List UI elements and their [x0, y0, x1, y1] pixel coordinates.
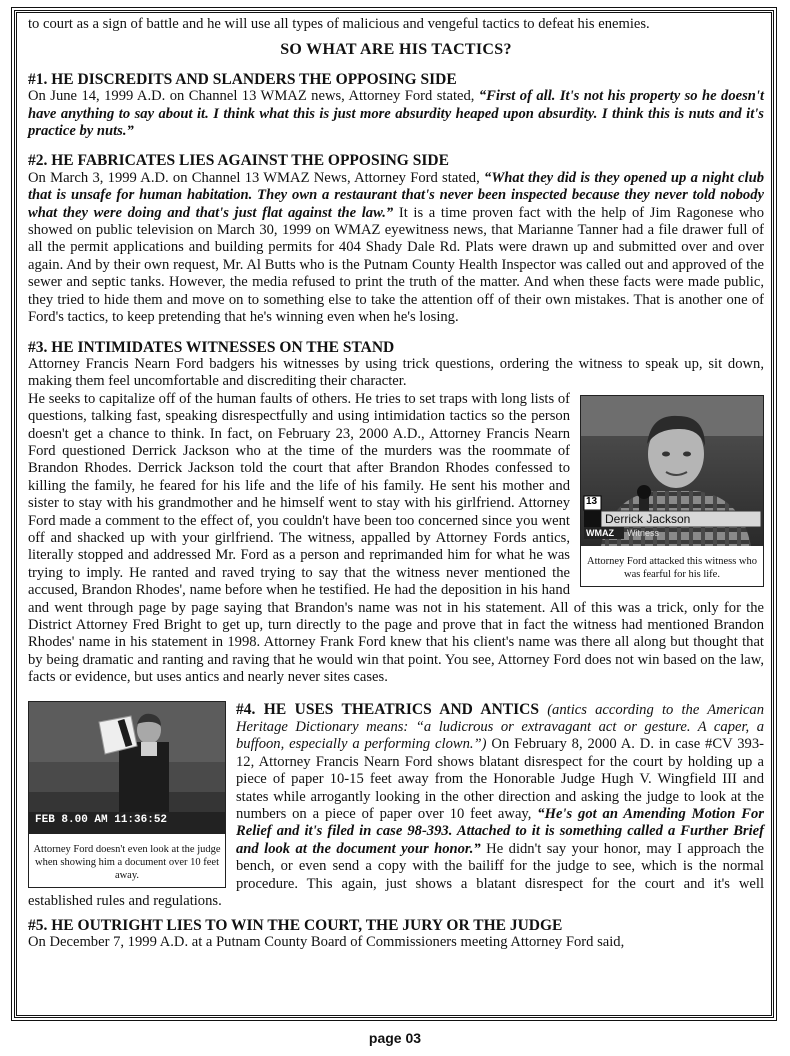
courtroom-photo [29, 702, 225, 839]
station-logo: WMAZ [586, 527, 614, 538]
section-1-quote: “First of all. It's not his property so he doesn't have anything to say about it. I think what this is just more absurdity heaped upon absurdity. I think this is nuts and it's practice by nuts.” [28, 88, 764, 140]
courtroom-photo-caption: Attorney Ford doesn't even look at the judge when showing him a document over 10 feet away. [33, 844, 221, 882]
witness-photo [581, 396, 763, 551]
section-2-text-b: It is a time proven fact with the help of Jim Ragonese who showed on public television on March 30, 1999 on WMAZ eyewitness news, that Marianne Tanner had a file drawer full of all the permit applications and building permits for 404 Shady Dale Rd. Plats were drawn up and submitted over and over again. And by their own request, Mr. Al Butts who is the Putnam County Health Inspector was called out and approved of the sewer and septic tanks. However, the media refused to print the truth of the matter. And when these facts were made public, they tried to hide them and move on to something else to take the attention off of their own mistakes. That is another one of Ford's tactics, to keep pretending that he's winning even when he's losing. [28, 204, 764, 326]
section-4-definition: (antics according to the American Heritage Dictionary means: “a ludicrous or extravagant act or gesture. A caper, a buffoon, especially a performing clown.”) [236, 701, 765, 753]
section-5-heading: #5. HE OUTRIGHT LIES TO WIN THE COURT, THE JURY OR THE JUDGE [28, 916, 563, 934]
witness-photo-box [580, 395, 764, 587]
section-5-body: On December 7, 1999 A.D. at a Putnam County Board of Commissioners meeting Attorney Ford said, [28, 933, 625, 950]
section-2-body [28, 170, 764, 327]
section-2-quote: “What they did is they opened up a night club that is unsafe for human habitation. They own a restaurant that's never been inspected because they never told nobody what they were doing and that's just flat against the law.” [28, 169, 765, 221]
section-1-body [28, 88, 764, 140]
intro-line: to court as a sign of battle and he will use all types of malicious and vengeful tactics to defeat his enemies. [28, 16, 650, 32]
witness-name-label: Derrick Jackson [605, 511, 691, 526]
section-1-heading: #1. HE DISCREDITS AND SLANDERS THE OPPOSING SIDE [28, 70, 457, 88]
section-3-lead: Attorney Francis Nearn Ford badgers his witnesses by using trick questions, ordering the witness to speak up, sit down, making them feel uncomfortable and discrediting their character. [28, 355, 764, 390]
section-3-heading: #3. HE INTIMIDATES WITNESSES ON THE STAND [28, 338, 395, 356]
section-3-body: He seeks to capitalize off of the human faults of others. He tries to set traps with long lists of questions, talking fast, speaking disrespectfully and using intimidation tactics so the person doesn't get a chance to think. In fact, on February 23, 2000 A.D., Attorney Francis Nearn Ford questioned Derrick Jackson who at the time of the murders was the roommate of Brandon Rhodes. Derrick Jackson told the court that after Brandon Rhodes confessed to killing the family, he feared for his life and the life of his family. He sent his mother and sister to stay with his grandmother and he himself went to stay with his girlfriend. Attorney Ford made a comment to the effect of, you couldn't have been too concerned since you went off and shacked up with your girlfriend. The witness, appalled by Attorney Fords antics, literally stopped and addressed Mr. Ford as a person and reprimanded him for what he was trying to imply. He ranted and raved trying to say that the witness never mentioned the accused, Brandon Rhodes', name before when he testified. He had the deposition in his hand and went through page by page saying that Brandon's name was not in his statement. All of this was a trick, only for the District Attorney Fred Bright to get up, turn directly to the page and prove that in fact the witness had mentioned Brandon Rhodes' name in his statement in 1998. Attorney Frank Ford knew that his client's name was there all along but thought that by being dramatic and ranting and raving that he would win that point. You see, Attorney Ford does not win based on the law, facts or evidence, but uses antics and nearly never sites cases. [28, 390, 764, 686]
witness-photo-caption: Attorney Ford attacked this witness who was fearful for his life. [586, 556, 757, 581]
courtroom-photo-box [28, 701, 226, 888]
article-body [28, 16, 764, 951]
main-heading: SO WHAT ARE HIS TACTICS? [280, 41, 512, 59]
section-4-text-a: On February 8, 2000 A. D. in case #CV 393-12, Attorney Francis Nearn Ford shows blatant disrespect for the court by holding up a piece of paper 10-15 feet away from the Honorable Judge Hugh V. Wingfield III and states while arrogantly looking in the other direction and asking the judge to look at the numbers on a piece of paper over 10 feet away, [236, 736, 764, 823]
section-2-text-a: On March 3, 1999 A.D. on Channel 13 WMAZ News, Attorney Ford stated, [28, 169, 485, 186]
witness-sub-label: Witness [627, 527, 660, 538]
section-4-heading: #4. HE USES THEATRICS AND ANTICS [236, 700, 539, 718]
video-timestamp: FEB 8.00 AM 11:36:52 [35, 813, 168, 826]
section-4-text-b: He didn't say your honor, may I approach the bench, or even send a copy with the bailiff for the judge to see, which is the normal procedure. This again, just shows a blatant disrespect for the court and it's well established rules and regulations. [28, 840, 764, 910]
channel-badge: 13 [586, 495, 598, 507]
page-number: page 03 [368, 1030, 422, 1046]
section-4-quote: “He's got an Amending Motion For Relief and it's filed in case 98-393. Attached to it is something called a Further Brief and look at the document your honor.” [236, 806, 764, 857]
section-2-heading: #2. HE FABRICATES LIES AGAINST THE OPPOSING SIDE [28, 152, 449, 170]
section-1-text: On June 14, 1999 A.D. on Channel 13 WMAZ news, Attorney Ford stated, [28, 88, 479, 105]
